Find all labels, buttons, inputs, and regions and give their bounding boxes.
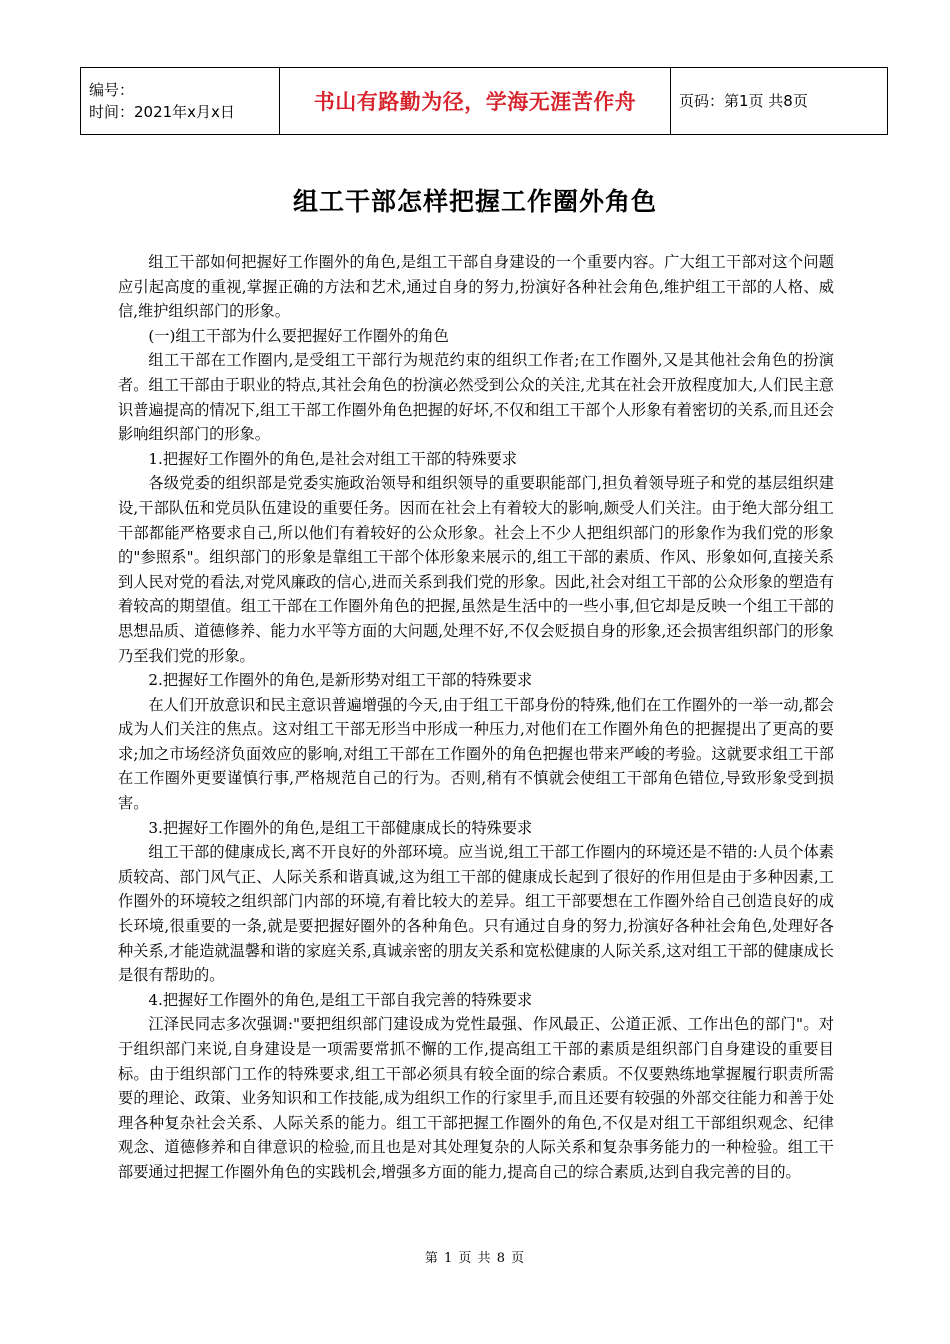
header-page-cell bbox=[671, 68, 888, 135]
document-number-label: 编号： bbox=[89, 81, 135, 99]
document-title: 组工干部怎样把握工作圈外角色 bbox=[292, 187, 657, 216]
paragraph: 在人们开放意识和民主意识普遍增强的今天,由于组工干部身份的特殊,他们在工作圈外的一举一动,都会成为人们关注的焦点。这对组工干部无形当中形成一种压力,对他们在工作圈外角色的把握提出了更高的要求;加之市场经济负面效应的影响,对组工干部在工作圈外的角色把握也带来严峻的考验。这就要求组工干部在工作圈外更要谨慎行事,严格规范自己的行为。否则,稍有不慎就会使组工干部角色错位,导致形象受到损害。 bbox=[118, 695, 834, 813]
paragraph: 江泽民同志多次强调:"要把组织部门建设成为党性最强、作风最正、公道正派、工作出色的部门"。对于组织部门来说,自身建设是一项需要常抓不懈的工作,提高组工干部的素质是组织部门自身建设的重要目标。由于组织部门工作的特殊要求,组工干部必须具有较全面的综合素质。不仅要熟练地掌握履行职责所需要的理论、政策、业务知识和工作技能,成为组织工作的行家里手,而且还要有较强的外部交往能力和善于处理各种复杂社会关系、人际关系的能力。组工干部把握工作圈外的角色,不仅是对组工干部组织观念、纪律观念、道德修养和自律意识的检验,而且也是对其处理复杂的人际关系和复杂事务能力的一种检验。组工干部要通过把握工作圈外角色的实践机会,增强多方面的能力,提高自己的综合素质,达到自我完善的目的。 bbox=[118, 1015, 834, 1181]
paragraph: 各级党委的组织部是党委实施政治领导和组织领导的重要职能部门,担负着领导班子和党的基层组织建设,干部队伍和党员队伍建设的重要任务。因而在社会上有着较大的影响,颇受人们关注。由于绝大部分组工干部都能严格要求自己,所以他们有着较好的公众形象。社会上不少人把组织部门的形象作为我们党的形象的"参照系"。组织部门的形象是靠组工干部个体形象来展示的,组工干部的素质、作风、形象如何,直接关系到人民对党的看法,对党风廉政的信心,进而关系到我们党的形象。因此,社会对组工干部的公众形象的塑造有着较高的期望值。组工干部在工作圈外角色的把握,虽然是生活中的一些小事,但它却是反映一个组工干部的思想品质、道德修养、能力水平等方面的大问题,处理不好,不仅会贬损自身的形象,还会损害组织部门的形象乃至我们党的形象。 bbox=[118, 474, 834, 665]
paragraph: 组工干部在工作圈内,是受组工干部行为规范约束的组织工作者;在工作圈外,又是其他社会角色的扮演者。组工干部由于职业的特点,其社会角色的扮演必然受到公众的关注,尤其在社会开放程度加大,人们民主意识普遍提高的情况下,组工干部工作圈外角色把握的好坏,不仅和组工干部个人形象有着密切的关系,而且还会影响组织部门的形象。 bbox=[118, 351, 834, 444]
document-header bbox=[80, 67, 888, 135]
section-heading: (一)组工干部为什么要把握好工作圈外的角色 bbox=[148, 326, 449, 345]
subsection-heading: 2.把握好工作圈外的角色,是新形势对组工干部的特殊要求 bbox=[148, 671, 533, 690]
paragraph-intro: 组工干部如何把握好工作圈外的角色,是组工干部自身建设的一个重要内容。广大组工干部对这个问题应引起高度的重视,掌握正确的方法和艺术,通过自身的努力,扮演好各种社会角色,维护组工干部的人格、威信,维护组织部门的形象。 bbox=[118, 253, 834, 321]
page-footer: 第 1 页 共 8 页 bbox=[424, 1251, 526, 1266]
subsection-heading: 3.把握好工作圈外的角色,是组工干部健康成长的特殊要求 bbox=[148, 818, 533, 837]
subsection-heading: 4.把握好工作圈外的角色,是组工干部自我完善的特殊要求 bbox=[148, 990, 533, 1009]
header-motto: 书山有路勤为径，学海无涯苦作舟 bbox=[313, 90, 637, 114]
document-body bbox=[118, 250, 834, 1185]
document-time-label: 时间：2021年x月x日 bbox=[89, 103, 235, 121]
header-motto-cell bbox=[280, 68, 671, 135]
paragraph: 组工干部的健康成长,离不开良好的外部环境。应当说,组工干部工作圈内的环境还是不错的:人员个体素质较高、部门风气正、人际关系和谐真诚,这为组工干部的健康成长起到了很好的作用但是由于多种因素,工作圈外的环境较之组织部门内部的环境,有着比较大的差异。组工干部要想在工作圈外给自己创造良好的成长环境,很重要的一条,就是要把握好圈外的各种角色。只有通过自身的努力,扮演好各种社会角色,处理好各种关系,才能造就温馨和谐的家庭关系,真诚亲密的朋友关系和宽松健康的人际关系,这对组工干部的健康成长是很有帮助的。 bbox=[118, 843, 834, 985]
subsection-heading: 1.把握好工作圈外的角色,是社会对组工干部的特殊要求 bbox=[148, 449, 518, 468]
header-page-number: 页码：第1页 共8页 bbox=[679, 92, 808, 110]
header-meta-cell bbox=[81, 68, 280, 135]
